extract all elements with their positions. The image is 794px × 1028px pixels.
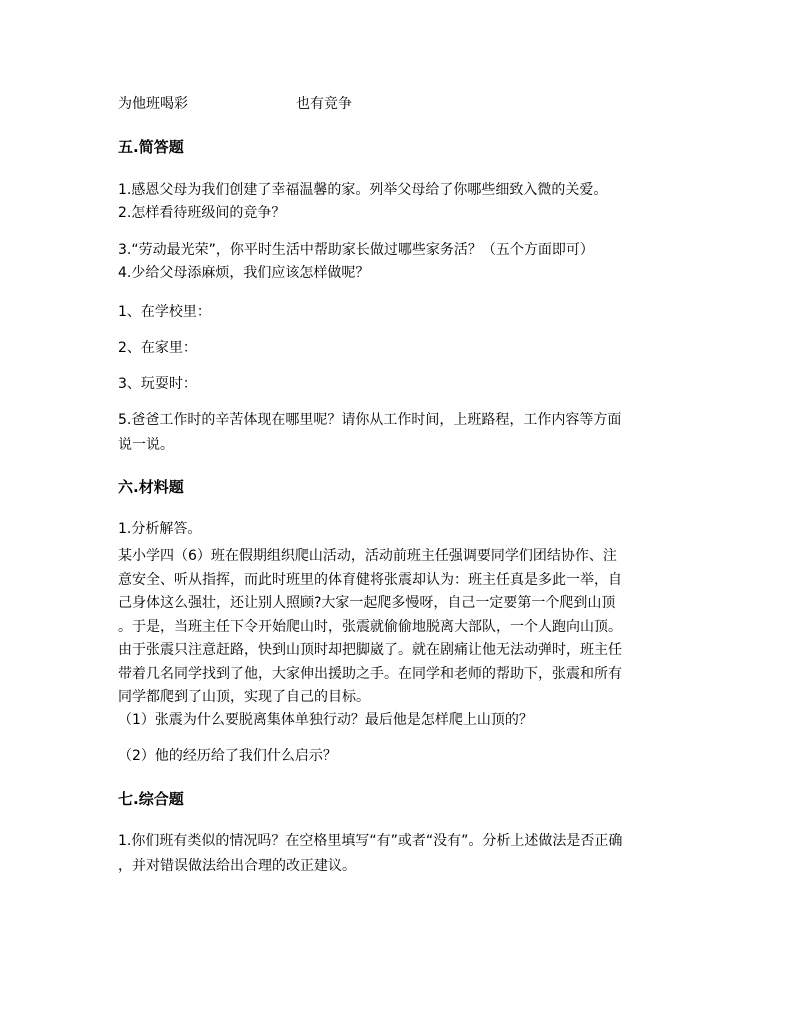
section5-heading: 五.简答题 xyxy=(118,138,184,156)
section5-question-2: 2.怎样看待班级间的竞争？ xyxy=(118,205,286,221)
section6-question-1: 1.分析解答。 xyxy=(118,521,202,537)
material-line: 某小学四（6）班在假期组织爬山活动，活动前班主任强调要同学们团结协作、注 xyxy=(118,548,617,564)
material-line: 同学都爬到了山顶，实现了自己的目标。 xyxy=(118,689,370,705)
section5-question-5-line-1: 5.爸爸工作时的辛苦体现在哪里呢？请你从工作时间，上班路程，工作内容等方面 xyxy=(118,412,622,428)
section7-question-1-line-1: 1.你们班有类似的情况吗？在空格里填写“有”或者“没有”。分析上述做法是否正确 xyxy=(118,833,623,849)
section6-subquestion-2: （2）他的经历给了我们什么启示？ xyxy=(118,748,337,764)
section5-question-4: 4.少给父母添麻烦，我们应该怎样做呢？ xyxy=(118,265,370,281)
section6-heading: 六.材料题 xyxy=(118,478,184,496)
section5-question-5-line-2: 说一说。 xyxy=(118,437,174,453)
material-line: 意安全、听从指挥，而此时班里的体育健将张震却认为：班主任真是多此一举，自 xyxy=(118,571,622,588)
section5-question-1: 1.感恩父母为我们创建了幸福温馨的家。列举父母给了你哪些细致入微的关爱。 xyxy=(118,182,608,198)
top-row xyxy=(118,95,352,113)
section7-heading: 七.综合题 xyxy=(118,790,184,808)
section5-q4-item-school: 1、在学校里： xyxy=(118,304,211,320)
material-line: 由于张震只注意赶路，快到山顶时却把脚崴了。就在剧痛让他无法动弹时，班主任 xyxy=(118,642,622,658)
top-left-text: 为他班喝彩 xyxy=(118,96,188,112)
section5-q4-item-play: 3、玩耍时： xyxy=(118,376,197,392)
material-paragraph xyxy=(118,545,682,710)
top-right-text: 也有竞争 xyxy=(296,96,352,112)
material-line: 。于是，当班主任下令开始爬山时，张震就偷偷地脱离大部队，一个人跑向山顶。 xyxy=(118,618,622,635)
section6-subquestion-1: （1）张震为什么要脱离集体单独行动？最后他是怎样爬上山顶的？ xyxy=(118,712,533,728)
section5-question-3: 3.“劳动最光荣”，你平时生活中帮助家长做过哪些家务活？（五个方面即可） xyxy=(118,242,594,258)
material-line: 己身体这么强壮，还让别人照顾?大家一起爬多慢呀，自己一定要第一个爬到山顶 xyxy=(118,595,616,611)
section5-q4-item-home: 2、在家里： xyxy=(118,340,197,356)
section7-question-1-line-2: ，并对错误做法给出合理的改正建议。 xyxy=(118,858,356,874)
material-line: 带着几名同学找到了他，大家伸出援助之手。在同学和老师的帮助下，张震和所有 xyxy=(118,665,622,682)
